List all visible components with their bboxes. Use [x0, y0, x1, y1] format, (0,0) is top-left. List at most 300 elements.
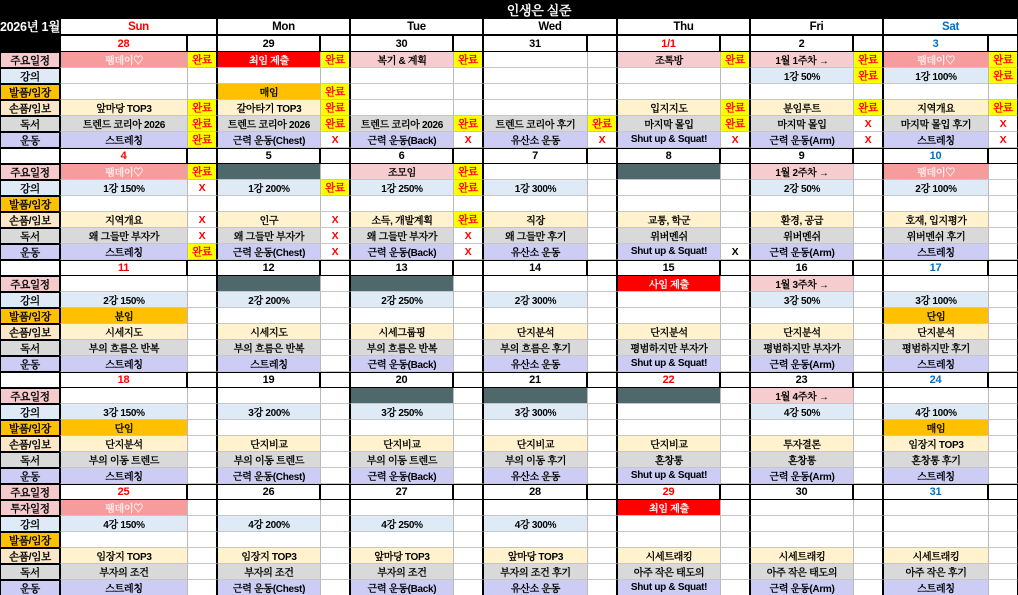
schedule-cell[interactable]: 교통, 학군	[617, 212, 720, 228]
status-cell[interactable]	[587, 532, 617, 548]
row-label-desk[interactable]: 손품/임보	[0, 548, 60, 564]
schedule-cell[interactable]: 3강 150%	[60, 404, 187, 420]
row-label-field[interactable]: 발품/임장	[0, 84, 60, 100]
status-cell[interactable]	[453, 420, 483, 436]
status-cell[interactable]	[988, 532, 1018, 548]
schedule-cell[interactable]	[617, 404, 720, 420]
schedule-cell[interactable]: 2강 50%	[750, 180, 853, 196]
schedule-cell[interactable]	[217, 388, 320, 404]
schedule-cell[interactable]: 팸데이♡	[883, 52, 988, 68]
status-cell[interactable]	[988, 180, 1018, 196]
schedule-cell[interactable]	[483, 388, 587, 404]
status-cell[interactable]: X	[720, 132, 750, 148]
status-cell[interactable]	[453, 340, 483, 356]
status-cell[interactable]	[187, 388, 217, 404]
schedule-cell[interactable]	[483, 100, 587, 116]
date-cell[interactable]: 29	[217, 35, 320, 52]
status-cell[interactable]	[853, 516, 883, 532]
schedule-cell[interactable]: 단지비교	[483, 436, 587, 452]
schedule-cell[interactable]: 부의 이동 후기	[483, 452, 587, 468]
status-cell[interactable]: 완료	[853, 68, 883, 84]
date-cell[interactable]: 31	[483, 35, 587, 52]
date-status-cell[interactable]	[988, 372, 1018, 388]
status-cell[interactable]: 완료	[320, 52, 350, 68]
status-cell[interactable]	[187, 404, 217, 420]
row-label-lecture[interactable]: 강의	[0, 292, 60, 308]
status-cell[interactable]	[988, 84, 1018, 100]
status-cell[interactable]	[187, 580, 217, 595]
schedule-cell[interactable]: 근력 운동(Arm)	[750, 580, 853, 595]
row-label-desk[interactable]: 손품/임보	[0, 100, 60, 116]
status-cell[interactable]: 완료	[187, 244, 217, 260]
status-cell[interactable]: 완료	[988, 100, 1018, 116]
schedule-cell[interactable]: 최임 제출	[617, 500, 720, 516]
schedule-cell[interactable]: 위버멘쉬	[750, 228, 853, 244]
date-cell[interactable]: 30	[350, 35, 453, 52]
status-cell[interactable]: X	[187, 228, 217, 244]
status-cell[interactable]	[187, 452, 217, 468]
status-cell[interactable]	[720, 420, 750, 436]
schedule-cell[interactable]: 부의 흐름은 반복	[350, 340, 453, 356]
schedule-cell[interactable]: 지역개요	[883, 100, 988, 116]
status-cell[interactable]	[453, 100, 483, 116]
schedule-cell[interactable]	[883, 84, 988, 100]
schedule-cell[interactable]: 3강 200%	[217, 404, 320, 420]
schedule-cell[interactable]: 근력 운동(Chest)	[217, 244, 320, 260]
date-status-cell[interactable]	[587, 35, 617, 52]
schedule-cell[interactable]: 근력 운동(Arm)	[750, 244, 853, 260]
status-cell[interactable]	[187, 548, 217, 564]
status-cell[interactable]	[587, 564, 617, 580]
schedule-cell[interactable]: 1월 4주차 →	[750, 388, 853, 404]
status-cell[interactable]	[187, 68, 217, 84]
schedule-cell[interactable]: 부자의 조건	[350, 564, 453, 580]
status-cell[interactable]	[853, 324, 883, 340]
schedule-cell[interactable]: 왜 그들만 부자가	[60, 228, 187, 244]
schedule-cell[interactable]: 복기 & 계획	[350, 52, 453, 68]
schedule-cell[interactable]: 마지막 몰입	[617, 116, 720, 132]
date-status-cell[interactable]	[320, 372, 350, 388]
status-cell[interactable]: 완료	[453, 164, 483, 180]
status-cell[interactable]	[587, 340, 617, 356]
schedule-cell[interactable]: Shut up & Squat!	[617, 468, 720, 484]
date-cell[interactable]: 23	[750, 372, 853, 388]
schedule-cell[interactable]: 1강 250%	[350, 180, 453, 196]
schedule-cell[interactable]: 직장	[483, 212, 587, 228]
schedule-cell[interactable]	[350, 388, 453, 404]
row-label-workout[interactable]: 운동	[0, 580, 60, 595]
schedule-cell[interactable]	[617, 84, 720, 100]
date-cell[interactable]: 14	[483, 260, 587, 276]
schedule-cell[interactable]: 스트레칭	[883, 356, 988, 372]
status-cell[interactable]	[720, 564, 750, 580]
schedule-cell[interactable]	[217, 68, 320, 84]
status-cell[interactable]	[453, 468, 483, 484]
status-cell[interactable]	[587, 228, 617, 244]
schedule-cell[interactable]: 임장지 TOP3	[883, 436, 988, 452]
row-label-lecture[interactable]: 강의	[0, 516, 60, 532]
status-cell[interactable]	[853, 212, 883, 228]
schedule-cell[interactable]	[750, 500, 853, 516]
status-cell[interactable]	[320, 164, 350, 180]
schedule-cell[interactable]	[617, 516, 720, 532]
status-cell[interactable]	[853, 452, 883, 468]
status-cell[interactable]	[853, 228, 883, 244]
schedule-cell[interactable]: 부의 이동 트렌드	[350, 452, 453, 468]
row-label-read[interactable]: 독서	[0, 340, 60, 356]
date-status-cell[interactable]	[988, 260, 1018, 276]
date-cell[interactable]: 27	[350, 484, 453, 500]
status-cell[interactable]	[988, 212, 1018, 228]
date-status-cell[interactable]	[988, 484, 1018, 500]
status-cell[interactable]	[453, 564, 483, 580]
status-cell[interactable]	[720, 164, 750, 180]
status-cell[interactable]	[720, 436, 750, 452]
schedule-cell[interactable]	[750, 196, 853, 212]
status-cell[interactable]	[587, 516, 617, 532]
date-cell[interactable]: 6	[350, 148, 453, 164]
date-status-cell[interactable]	[187, 148, 217, 164]
status-cell[interactable]	[453, 84, 483, 100]
schedule-cell[interactable]: 2강 100%	[883, 180, 988, 196]
schedule-cell[interactable]: 단임	[883, 308, 988, 324]
schedule-cell[interactable]: 평범하지만 후기	[883, 340, 988, 356]
schedule-cell[interactable]: 3강 50%	[750, 292, 853, 308]
row-label-dates[interactable]	[0, 372, 60, 388]
status-cell[interactable]	[187, 500, 217, 516]
row-label-workout[interactable]: 운동	[0, 244, 60, 260]
schedule-cell[interactable]	[617, 196, 720, 212]
status-cell[interactable]: X	[320, 212, 350, 228]
date-status-cell[interactable]	[853, 484, 883, 500]
schedule-cell[interactable]: 스트레칭	[60, 468, 187, 484]
status-cell[interactable]	[187, 420, 217, 436]
date-cell[interactable]: 29	[617, 484, 720, 500]
schedule-cell[interactable]: 팸데이♡	[883, 164, 988, 180]
date-status-cell[interactable]	[587, 372, 617, 388]
schedule-cell[interactable]: 사임 제출	[617, 276, 720, 292]
schedule-cell[interactable]: 단지비교	[617, 436, 720, 452]
status-cell[interactable]: 완료	[988, 52, 1018, 68]
schedule-cell[interactable]	[617, 532, 720, 548]
schedule-cell[interactable]: 스트레칭	[60, 356, 187, 372]
status-cell[interactable]: X	[720, 244, 750, 260]
status-cell[interactable]	[988, 324, 1018, 340]
date-cell[interactable]: 12	[217, 260, 320, 276]
schedule-cell[interactable]: 소득, 개발계획	[350, 212, 453, 228]
status-cell[interactable]: 완료	[187, 100, 217, 116]
schedule-cell[interactable]	[617, 308, 720, 324]
schedule-cell[interactable]: 분임	[60, 308, 187, 324]
status-cell[interactable]: 완료	[720, 116, 750, 132]
status-cell[interactable]	[988, 420, 1018, 436]
row-label-dates[interactable]: 주요일정	[0, 484, 60, 500]
date-status-cell[interactable]	[720, 148, 750, 164]
date-cell[interactable]: 9	[750, 148, 853, 164]
date-cell[interactable]: 26	[217, 484, 320, 500]
status-cell[interactable]	[187, 516, 217, 532]
schedule-cell[interactable]: 유산소 운동	[483, 580, 587, 595]
schedule-cell[interactable]	[617, 68, 720, 84]
status-cell[interactable]: 완료	[320, 100, 350, 116]
status-cell[interactable]	[720, 580, 750, 595]
status-cell[interactable]	[988, 340, 1018, 356]
date-cell[interactable]: 15	[617, 260, 720, 276]
schedule-cell[interactable]: 아주 작은 태도의	[750, 564, 853, 580]
status-cell[interactable]	[853, 308, 883, 324]
date-status-cell[interactable]	[587, 148, 617, 164]
status-cell[interactable]	[853, 580, 883, 595]
status-cell[interactable]	[720, 180, 750, 196]
status-cell[interactable]	[988, 308, 1018, 324]
status-cell[interactable]	[187, 532, 217, 548]
schedule-cell[interactable]: 최임 제출	[217, 52, 320, 68]
status-cell[interactable]	[988, 356, 1018, 372]
schedule-cell[interactable]: 팸데이♡	[60, 52, 187, 68]
status-cell[interactable]	[453, 324, 483, 340]
status-cell[interactable]	[320, 404, 350, 420]
schedule-cell[interactable]: 아주 작은 후기	[883, 564, 988, 580]
date-status-cell[interactable]	[187, 372, 217, 388]
schedule-cell[interactable]: 팸데이♡	[60, 500, 187, 516]
status-cell[interactable]	[587, 436, 617, 452]
schedule-cell[interactable]	[617, 420, 720, 436]
schedule-cell[interactable]	[483, 52, 587, 68]
schedule-cell[interactable]: 부의 이동 트렌드	[60, 452, 187, 468]
schedule-cell[interactable]	[750, 516, 853, 532]
schedule-cell[interactable]: 2강 150%	[60, 292, 187, 308]
date-status-cell[interactable]	[720, 35, 750, 52]
status-cell[interactable]	[587, 420, 617, 436]
schedule-cell[interactable]: 위버멘쉬	[617, 228, 720, 244]
row-label-main[interactable]: 주요일정	[0, 276, 60, 292]
row-label-field[interactable]: 발품/임장	[0, 308, 60, 324]
schedule-cell[interactable]: 1강 100%	[883, 68, 988, 84]
schedule-cell[interactable]	[483, 84, 587, 100]
status-cell[interactable]	[853, 244, 883, 260]
schedule-cell[interactable]: 근력 운동(Chest)	[217, 468, 320, 484]
date-cell[interactable]: 8	[617, 148, 720, 164]
status-cell[interactable]	[453, 276, 483, 292]
schedule-cell[interactable]: 시세트래킹	[617, 548, 720, 564]
date-cell[interactable]: 20	[350, 372, 453, 388]
schedule-cell[interactable]	[750, 420, 853, 436]
status-cell[interactable]	[587, 276, 617, 292]
status-cell[interactable]	[988, 388, 1018, 404]
status-cell[interactable]	[587, 84, 617, 100]
row-label-dates[interactable]	[0, 260, 60, 276]
date-status-cell[interactable]	[187, 484, 217, 500]
schedule-cell[interactable]: 트렌드 코리아 2026	[217, 116, 320, 132]
status-cell[interactable]	[187, 84, 217, 100]
schedule-cell[interactable]	[60, 196, 187, 212]
status-cell[interactable]: 완료	[187, 132, 217, 148]
status-cell[interactable]	[320, 500, 350, 516]
status-cell[interactable]	[320, 324, 350, 340]
status-cell[interactable]	[587, 388, 617, 404]
row-label-field[interactable]: 발품/임장	[0, 196, 60, 212]
status-cell[interactable]	[453, 436, 483, 452]
schedule-cell[interactable]: 혼창통	[617, 452, 720, 468]
date-cell[interactable]: 16	[750, 260, 853, 276]
status-cell[interactable]	[853, 276, 883, 292]
schedule-cell[interactable]	[883, 196, 988, 212]
status-cell[interactable]	[320, 532, 350, 548]
schedule-cell[interactable]: 4강 250%	[350, 516, 453, 532]
schedule-cell[interactable]	[883, 500, 988, 516]
date-status-cell[interactable]	[453, 260, 483, 276]
schedule-cell[interactable]	[350, 84, 453, 100]
status-cell[interactable]	[988, 436, 1018, 452]
date-cell[interactable]: 31	[883, 484, 988, 500]
status-cell[interactable]	[853, 532, 883, 548]
status-cell[interactable]	[988, 580, 1018, 595]
schedule-cell[interactable]: 부의 흐름은 반복	[217, 340, 320, 356]
date-cell[interactable]: 22	[617, 372, 720, 388]
schedule-cell[interactable]: 3강 100%	[883, 292, 988, 308]
status-cell[interactable]	[320, 356, 350, 372]
schedule-cell[interactable]	[350, 276, 453, 292]
schedule-cell[interactable]: 부자의 조건	[60, 564, 187, 580]
date-status-cell[interactable]	[853, 148, 883, 164]
status-cell[interactable]	[453, 516, 483, 532]
status-cell[interactable]	[853, 356, 883, 372]
schedule-cell[interactable]	[350, 100, 453, 116]
date-status-cell[interactable]	[453, 35, 483, 52]
row-label-lecture[interactable]: 강의	[0, 68, 60, 84]
status-cell[interactable]: X	[587, 132, 617, 148]
schedule-cell[interactable]: 4강 50%	[750, 404, 853, 420]
schedule-cell[interactable]: 4강 150%	[60, 516, 187, 532]
schedule-cell[interactable]: 아주 작은 태도의	[617, 564, 720, 580]
status-cell[interactable]: X	[988, 132, 1018, 148]
row-label-desk[interactable]: 손품/임보	[0, 212, 60, 228]
schedule-cell[interactable]: 3강 300%	[483, 404, 587, 420]
status-cell[interactable]	[453, 500, 483, 516]
schedule-cell[interactable]: 트렌드 코리아 후기	[483, 116, 587, 132]
schedule-cell[interactable]	[350, 532, 453, 548]
schedule-cell[interactable]: 혼창통	[750, 452, 853, 468]
status-cell[interactable]: 완료	[720, 100, 750, 116]
schedule-cell[interactable]: 평범하지만 부자가	[750, 340, 853, 356]
status-cell[interactable]	[720, 324, 750, 340]
schedule-cell[interactable]: 부자의 조건 후기	[483, 564, 587, 580]
schedule-cell[interactable]: 스트레칭	[60, 244, 187, 260]
status-cell[interactable]: X	[988, 116, 1018, 132]
schedule-cell[interactable]: 단지분석	[617, 324, 720, 340]
schedule-cell[interactable]: 2강 300%	[483, 292, 587, 308]
schedule-cell[interactable]: 스트레칭	[217, 356, 320, 372]
schedule-cell[interactable]: 근력 운동(Back)	[350, 468, 453, 484]
status-cell[interactable]	[320, 68, 350, 84]
row-label-desk[interactable]: 손품/임보	[0, 324, 60, 340]
date-cell[interactable]: 25	[60, 484, 187, 500]
date-cell[interactable]: 19	[217, 372, 320, 388]
date-status-cell[interactable]	[720, 260, 750, 276]
schedule-cell[interactable]	[217, 420, 320, 436]
status-cell[interactable]	[720, 500, 750, 516]
date-status-cell[interactable]	[453, 148, 483, 164]
status-cell[interactable]	[720, 196, 750, 212]
schedule-cell[interactable]: 근력 운동(Chest)	[217, 132, 320, 148]
schedule-cell[interactable]	[217, 276, 320, 292]
status-cell[interactable]	[988, 164, 1018, 180]
schedule-cell[interactable]: Shut up & Squat!	[617, 244, 720, 260]
date-status-cell[interactable]	[453, 484, 483, 500]
status-cell[interactable]	[320, 388, 350, 404]
status-cell[interactable]	[988, 452, 1018, 468]
schedule-cell[interactable]: 유산소 운동	[483, 356, 587, 372]
schedule-cell[interactable]: Shut up & Squat!	[617, 132, 720, 148]
schedule-cell[interactable]: 1강 200%	[217, 180, 320, 196]
schedule-cell[interactable]: 부의 이동 트렌드	[217, 452, 320, 468]
schedule-cell[interactable]: 2강 250%	[350, 292, 453, 308]
status-cell[interactable]	[720, 292, 750, 308]
schedule-cell[interactable]: 시세그룹핑	[350, 324, 453, 340]
status-cell[interactable]	[320, 276, 350, 292]
status-cell[interactable]: X	[320, 244, 350, 260]
status-cell[interactable]	[453, 548, 483, 564]
schedule-cell[interactable]: 지역개요	[60, 212, 187, 228]
schedule-cell[interactable]: 시세지도	[217, 324, 320, 340]
schedule-cell[interactable]: Shut up & Squat!	[617, 580, 720, 595]
status-cell[interactable]	[720, 276, 750, 292]
status-cell[interactable]	[853, 468, 883, 484]
status-cell[interactable]	[853, 180, 883, 196]
status-cell[interactable]	[853, 84, 883, 100]
status-cell[interactable]	[587, 308, 617, 324]
row-label-read[interactable]: 독서	[0, 116, 60, 132]
schedule-cell[interactable]: 평범하지만 부자가	[617, 340, 720, 356]
status-cell[interactable]	[320, 468, 350, 484]
row-label-workout[interactable]: 운동	[0, 468, 60, 484]
status-cell[interactable]: 완료	[320, 84, 350, 100]
status-cell[interactable]	[853, 436, 883, 452]
schedule-cell[interactable]: 스트레칭	[883, 468, 988, 484]
status-cell[interactable]	[453, 404, 483, 420]
row-label-read[interactable]: 독서	[0, 228, 60, 244]
date-cell[interactable]: 18	[60, 372, 187, 388]
status-cell[interactable]	[187, 308, 217, 324]
date-cell[interactable]: 28	[60, 35, 187, 52]
schedule-cell[interactable]: 근력 운동(Back)	[350, 580, 453, 595]
status-cell[interactable]	[988, 564, 1018, 580]
schedule-cell[interactable]: 왜 그들만 부자가	[217, 228, 320, 244]
date-status-cell[interactable]	[853, 372, 883, 388]
row-label-lecture[interactable]: 강의	[0, 180, 60, 196]
status-cell[interactable]	[853, 500, 883, 516]
date-cell[interactable]: 11	[60, 260, 187, 276]
status-cell[interactable]: X	[187, 212, 217, 228]
date-status-cell[interactable]	[187, 35, 217, 52]
schedule-cell[interactable]: 근력 운동(Back)	[350, 244, 453, 260]
schedule-cell[interactable]	[617, 180, 720, 196]
schedule-cell[interactable]: 4강 100%	[883, 404, 988, 420]
status-cell[interactable]	[853, 420, 883, 436]
schedule-cell[interactable]: 1강 50%	[750, 68, 853, 84]
status-cell[interactable]: 완료	[187, 164, 217, 180]
status-cell[interactable]	[453, 308, 483, 324]
row-label-read[interactable]: 독서	[0, 452, 60, 468]
status-cell[interactable]	[988, 548, 1018, 564]
schedule-cell[interactable]: 부의 흐름은 반복	[60, 340, 187, 356]
schedule-cell[interactable]: 단임	[60, 420, 187, 436]
date-status-cell[interactable]	[853, 260, 883, 276]
status-cell[interactable]: 완료	[720, 52, 750, 68]
status-cell[interactable]	[187, 292, 217, 308]
schedule-cell[interactable]: 유산소 운동	[483, 244, 587, 260]
row-label-workout[interactable]: 운동	[0, 132, 60, 148]
